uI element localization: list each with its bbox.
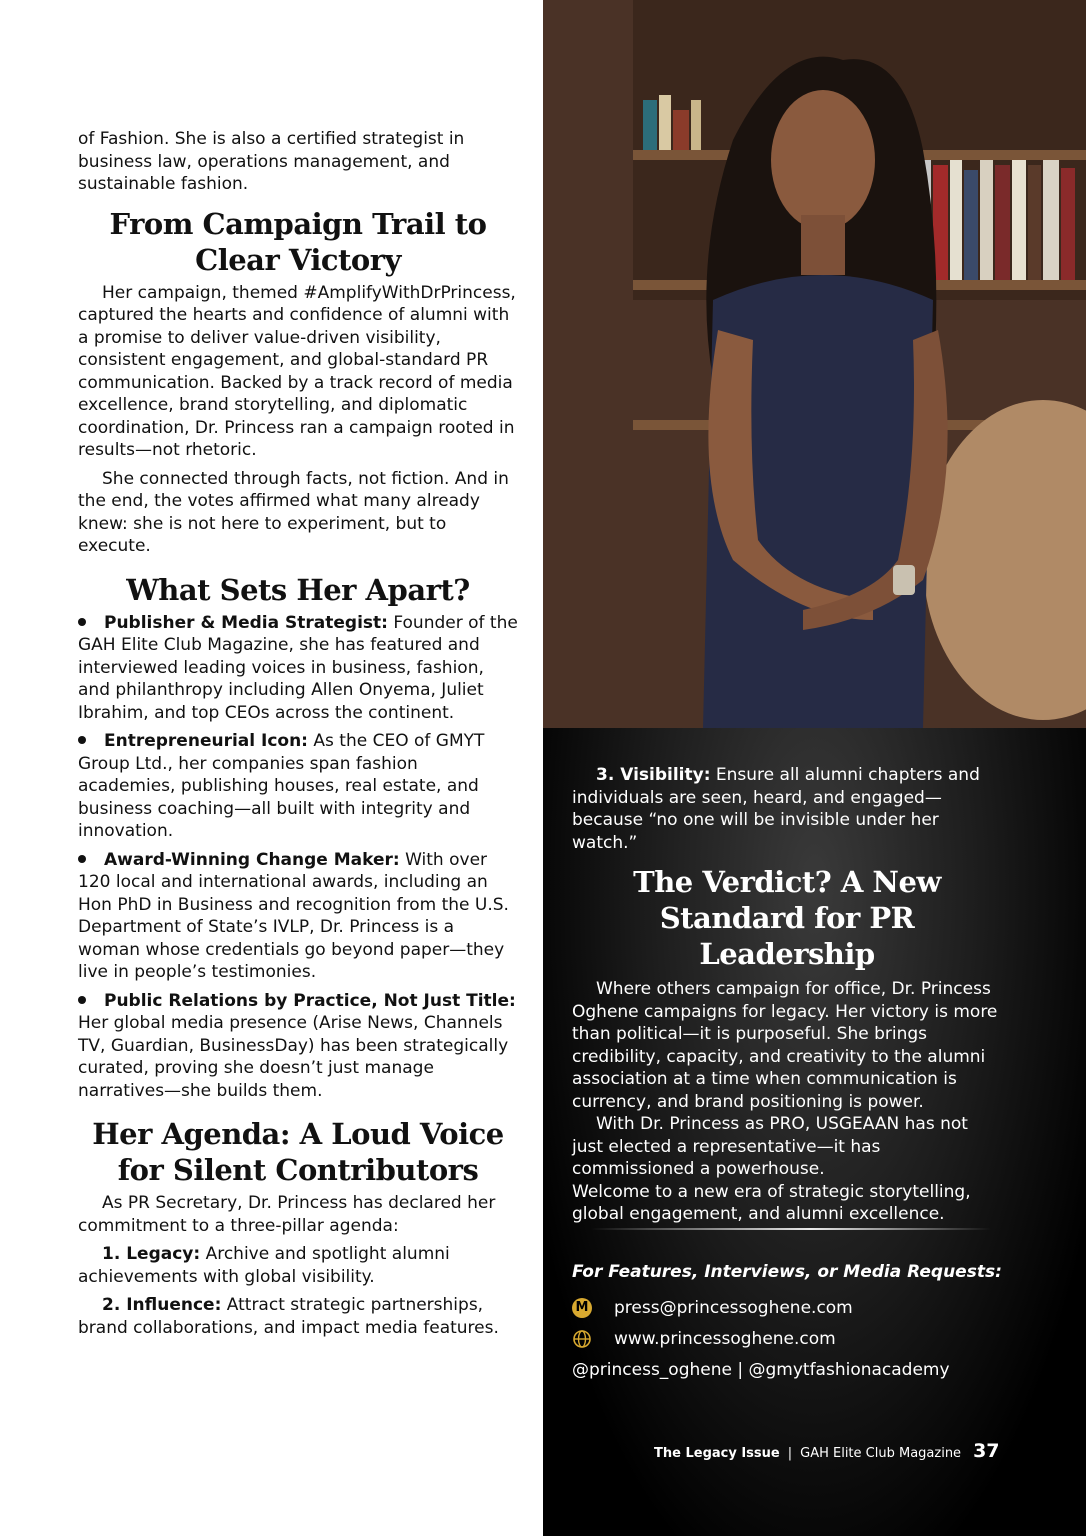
bullet-item — [78, 849, 518, 984]
globe-icon — [572, 1329, 592, 1349]
verdict-paragraph-1: Where others campaign for office, Dr. Princess Oghene campaigns for legacy. Her victory is more than political—it is purposeful. She brings credibility, capacity, and creativity to the alumni association at a time when communication is currency, and brand positioning is power. — [572, 979, 998, 1112]
agenda-text: Ensure all alumni chapters and individuals are seen, heard, and engaged—because “no one will be invisible under her watch.” — [572, 765, 980, 853]
bullet-item — [78, 612, 518, 725]
bullet-text: As the CEO of GMYT Group Ltd., her companies span fashion academies, publishing houses, real estate, and business coaching—all built with integrity and innovation. — [78, 731, 485, 841]
bullet-label: Award-Winning Change Maker: — [104, 849, 400, 870]
mail-icon: M — [572, 1298, 592, 1318]
bullet-dot — [78, 618, 86, 626]
verdict-paragraph-2: With Dr. Princess as PRO, USGEAAN has not just elected a representative—it has commissioned a powerhouse. — [572, 1114, 968, 1179]
agenda-label: 3. Visibility: — [596, 765, 711, 785]
agenda-text: Attract strategic partnerships, brand collaborations, and impact media features. — [78, 1295, 499, 1338]
website-link[interactable]: www.princessoghene.com — [614, 1328, 836, 1349]
issue-name: The Legacy Issue — [654, 1446, 780, 1461]
agenda-text: Archive and spotlight alumni achievements with global visibility. — [78, 1244, 450, 1287]
divider-line — [591, 1228, 991, 1230]
portrait-photo — [543, 0, 1086, 728]
contact-heading: For Features, Interviews, or Media Requests: — [572, 1262, 1002, 1282]
campaign-paragraph-1: Her campaign, themed #AmplifyWithDrPrincess, captured the hearts and confidence of alumni with a promise to deliver value-driven visibility, consistent engagement, and global-standard PR communication. Backed by a track record of media excellence, brand storytelling, and diplomatic coordination, Dr. Princess ran a campaign rooted in results—not rhetoric. — [78, 282, 516, 460]
footer-separator: | — [787, 1446, 793, 1461]
bullet-label: Public Relations by Practice, Not Just Title: — [104, 990, 516, 1011]
bullet-text: Founder of the GAH Elite Club Magazine, she has featured and interviewed leading voices in business, fashion, and philanthropy including Allen Onyema, Juliet Ibrahim, and top CEOs across the continent. — [78, 612, 518, 723]
page-number: 37 — [973, 1440, 1000, 1462]
bullet-text: With over 120 local and international awards, including an Hon PhD in Business and recognition from the U.S. Department of State’s IVLP, Dr. Princess is a woman whose credentials go beyond paper—they live in people’s testimonies. — [78, 849, 509, 982]
page-footer — [654, 1440, 1000, 1462]
bullet-dot — [78, 996, 86, 1004]
section-title-verdict: The Verdict? A New Standard for PR Leadership — [633, 865, 941, 971]
agenda-item-influence — [78, 1294, 518, 1339]
section-title-apart: What Sets Her Apart? — [126, 572, 470, 607]
contact-block — [572, 1262, 1022, 1385]
section-title-agenda: Her Agenda: A Loud Voice for Silent Contributors — [92, 1117, 504, 1187]
agenda-item-visibility — [572, 764, 1002, 854]
agenda-intro: As PR Secretary, Dr. Princess has declared her commitment to a three-pillar agenda: — [78, 1193, 496, 1236]
portrait-illustration — [543, 0, 1086, 728]
agenda-label: 1. Legacy: — [102, 1244, 201, 1264]
verdict-paragraph-3: Welcome to a new era of strategic storytelling, global engagement, and alumni excellence. — [572, 1181, 971, 1224]
dark-panel-body — [572, 764, 1002, 1226]
bullet-label: Publisher & Media Strategist: — [104, 612, 388, 633]
magazine-name: GAH Elite Club Magazine — [800, 1446, 962, 1461]
watch — [893, 565, 915, 595]
bullet-item — [78, 730, 518, 843]
agenda-item-legacy — [78, 1243, 518, 1288]
agenda-label: 2. Influence: — [102, 1295, 222, 1315]
face — [771, 90, 875, 230]
left-column — [78, 128, 518, 1345]
website-row[interactable] — [572, 1323, 1022, 1354]
section-title-campaign: From Campaign Trail to Clear Victory — [109, 206, 487, 277]
email-row[interactable] — [572, 1292, 1022, 1323]
bullet-label: Entrepreneurial Icon: — [104, 731, 308, 751]
social-handles[interactable]: @princess_oghene | @gmytfashionacademy — [572, 1359, 950, 1380]
campaign-paragraph-2: She connected through facts, not fiction. And in the end, the votes affirmed what many already knew: she is not here to experiment, but to execute. — [78, 468, 509, 556]
bullet-item — [78, 990, 518, 1103]
email-link[interactable]: press@princessoghene.com — [614, 1297, 853, 1318]
dark-panel — [543, 728, 1086, 1536]
intro-paragraph: of Fashion. She is also a certified strategist in business law, operations management, and sustainable fashion. — [78, 129, 465, 194]
bullet-dot — [78, 855, 86, 863]
bullet-text: Her global media presence (Arise News, Channels TV, Guardian, BusinessDay) has been strategically curated, proving she doesn’t just manage narratives—she builds them. — [78, 1013, 509, 1101]
bullet-dot — [78, 736, 86, 744]
socials-row[interactable] — [572, 1354, 1022, 1385]
